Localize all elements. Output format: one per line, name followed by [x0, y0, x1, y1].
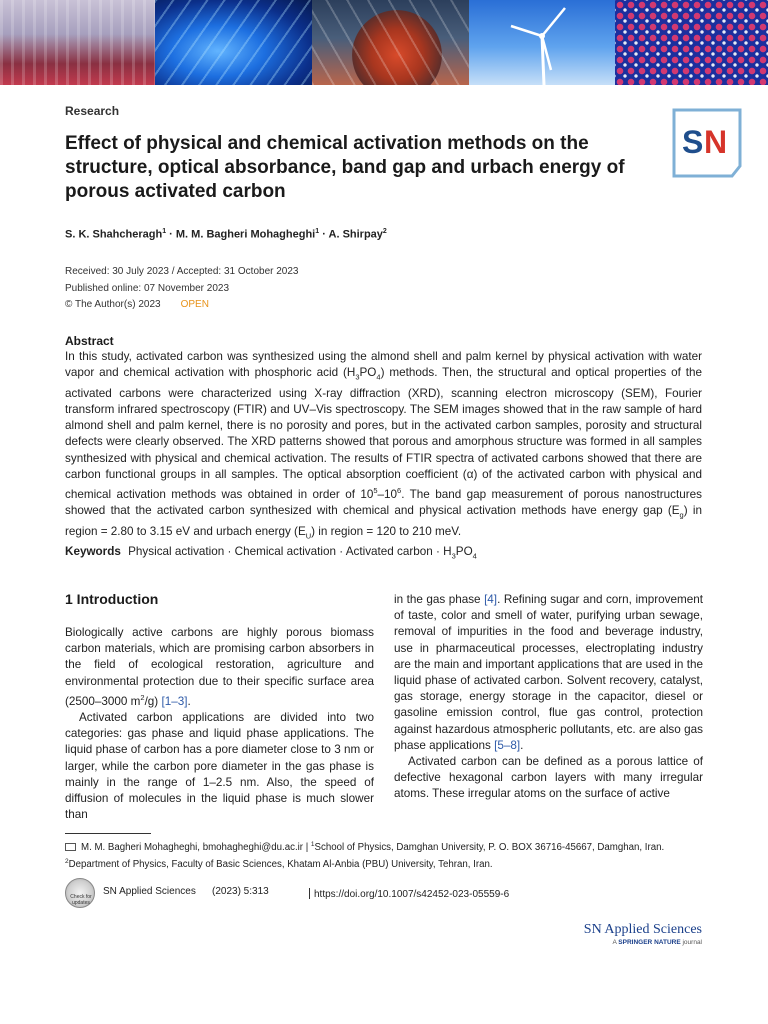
footer-volume: (2023) 5:313 [212, 886, 269, 897]
superscript: 1 [310, 841, 315, 848]
footer-journal-name: SN Applied Sciences [103, 886, 196, 897]
text-run: M. M. Bagheri Mohagheghi, bmohagheghi@du.ac.ir | [81, 842, 311, 854]
author-name[interactable]: S. K. Shahcheragh [65, 228, 163, 241]
text-run: . Refining sugar and corn, improvement of taste, color and smell of water, purifying urban sewage, removal of impurities in the food and beverage industry, use in pharmaceutical processes, electroplating industry are the main and important applications that are used in the liquid phase of activated carbon. Solvent recovery, catalyst, gas storage, energy storage in the capacitor, diesel or gasoline emission control, flue gas control, protection against hazardous atmospheric pollutants, etc. are also gas phase applications [394, 593, 703, 752]
keywords-heading: Keywords [65, 545, 121, 558]
sn-logo [672, 108, 742, 178]
author-name[interactable]: M. M. Bagheri Mohagheghi [175, 228, 316, 241]
keyword-subscript: 4 [472, 551, 477, 561]
abstract-heading: Abstract [65, 334, 114, 348]
superscript: 2 [65, 858, 69, 866]
banner-image-2 [155, 0, 312, 85]
text-run: ) in region = 120 to 210 meV. [311, 524, 462, 538]
text-run: Activated carbon applications are divided into two categories: gas phase and liquid phase applications. The liquid phase of carbon has a pore diameter close to 3 nm or larger, while the carbon pore diameter in the gas phase is mainly in the range of 1–2.5 nm. Also, the speed of diffusion of molecules in the liquid phase is much slower than [65, 710, 374, 822]
author-separator: · [166, 228, 176, 241]
banner-image-1 [0, 0, 155, 85]
banner-image-4 [469, 0, 615, 85]
doi-separator [309, 888, 310, 899]
author-separator: · [319, 228, 329, 241]
brand-nature: NATURE [654, 939, 681, 946]
paragraph [65, 710, 374, 823]
footnote-divider [65, 833, 151, 834]
text-run: School of Physics, Damghan University, P. O. BOX 36716-45667, Damghan, Iran. [314, 842, 665, 854]
footer-doi-link[interactable] [309, 886, 509, 900]
body-column-left [65, 625, 374, 823]
superscript: 6 [397, 485, 402, 495]
body-column-right [394, 592, 703, 803]
copyright-line [65, 297, 299, 314]
text-run: ) in region = 2.80 to 3.15 eV and urbach energy (E [65, 504, 702, 538]
text-run: . [520, 738, 524, 752]
author-affiliation-mark: 1 [315, 228, 320, 235]
text-run: in the gas phase [394, 593, 485, 606]
banner-image-5 [615, 0, 768, 85]
text-run: Activated carbon can be defined as a porous lattice of defective hexagonal carbon layers with many irregular atoms. These irregular atoms on the surface of active [394, 755, 703, 801]
text-run: . [187, 694, 191, 708]
doi-text[interactable]: https://doi.org/10.1007/s42452-023-05559-6 [314, 889, 510, 900]
citation-link[interactable]: [1–3] [161, 694, 188, 708]
logo-letter-n: N [704, 124, 728, 160]
text-run: In this study, activated carbon was synthesized using the almond shell and palm kernel by physical activation with water vapor and chemical activation with phosphoric acid (H [65, 350, 702, 380]
text-run: /g) [144, 694, 162, 708]
header-banner [0, 0, 768, 85]
text-run: Department of Physics, Faculty of Basic Sciences, Khatam Al-Anbia (PBU) University, Tehran, Iran. [68, 859, 493, 871]
text-run: ) methods. Then, the structural and optical properties of the activated carbons were characterized using X-ray diffraction (XRD), scanning electron microscopy (SEM), Fourier transform infrared spectroscopy (FTIR) and UV–Vis spectroscopy. The SEM images showed that in the raw sample of hard almond shell and palm kernel, there is no porosity and pores, but in the activated carbon samples, porosity and structural defects were clearly observed. The XRD patterns showed that porous and amorphous structure was formed in all samples synthesized with physical and chemical activation. The results of FTIR spectra of activated carbons showed that there are carbon functional groups in all samples. The optical absorption coefficient (α) of the activated carbon with physical and chemical activation methods was obtained in order of 10 [65, 366, 702, 501]
envelope-icon [65, 843, 76, 851]
text-run: –10 [377, 487, 398, 501]
keywords-items: Physical activation · Chemical activation · Activated carbon · H [128, 545, 452, 558]
abstract-text [65, 349, 702, 544]
banner-image-3 [312, 0, 469, 85]
keyword-tail: PO [455, 545, 473, 558]
open-access-badge: OPEN [180, 299, 209, 310]
author-name[interactable]: A. Shirpay [328, 228, 383, 241]
subscript: g [679, 510, 684, 520]
section-heading-introduction: 1 Introduction [65, 591, 159, 607]
paragraph [394, 754, 703, 803]
copyright-text: © The Author(s) 2023 [65, 299, 161, 310]
check-for-updates-label: Check for updates [70, 894, 92, 906]
affiliation-footnote [65, 838, 705, 872]
subscript: 4 [376, 372, 381, 382]
author-affiliation-mark: 1 [162, 228, 167, 235]
logo-letter-s: S [682, 124, 704, 160]
citation-link[interactable]: [4] [484, 593, 498, 606]
superscript: 2 [140, 692, 145, 702]
superscript: 5 [373, 485, 378, 495]
citation-link[interactable]: [5–8] [494, 738, 521, 752]
text-run: PO [359, 366, 377, 380]
keywords-list [128, 545, 477, 561]
published-date: Published online: 07 November 2023 [65, 282, 229, 294]
keywords-line [65, 545, 477, 560]
text-run: . The band gap measurement of porous nanostructures showed that the activated carbon synthesized with chemical and physical activation methods have energy gap (E [65, 487, 702, 518]
text-run: Biologically active carbons are highly porous biomass carbon materials, which are promising carbon absorbers in the field of ecological restoration, agriculture and environmental protection due to their specific surface area (2500–3000 m [65, 626, 374, 708]
brand-journal: journal [682, 939, 702, 946]
subscript: U [305, 530, 312, 540]
article-dates [65, 264, 299, 314]
article-category: Research [65, 104, 120, 118]
journal-brand [584, 922, 702, 946]
article-title: Effect of physical and chemical activation methods on the structure, optical absorbance, band gap and urbach energy of porous activated carbon [65, 133, 625, 202]
author-list [65, 228, 387, 241]
brand-a: A [612, 939, 617, 946]
keyword-subscript: 3 [451, 551, 456, 561]
brand-springer: SPRINGER [618, 939, 653, 946]
brand-subline [584, 939, 702, 946]
wind-turbine-icon [469, 0, 615, 85]
author-affiliation-mark: 2 [382, 228, 387, 235]
brand-name: SN Applied Sciences [583, 922, 702, 937]
received-accepted-date: Received: 30 July 2023 / Accepted: 31 October 2023 [65, 266, 299, 277]
paragraph [394, 592, 703, 754]
subscript: 3 [355, 372, 360, 382]
paragraph [65, 625, 374, 710]
